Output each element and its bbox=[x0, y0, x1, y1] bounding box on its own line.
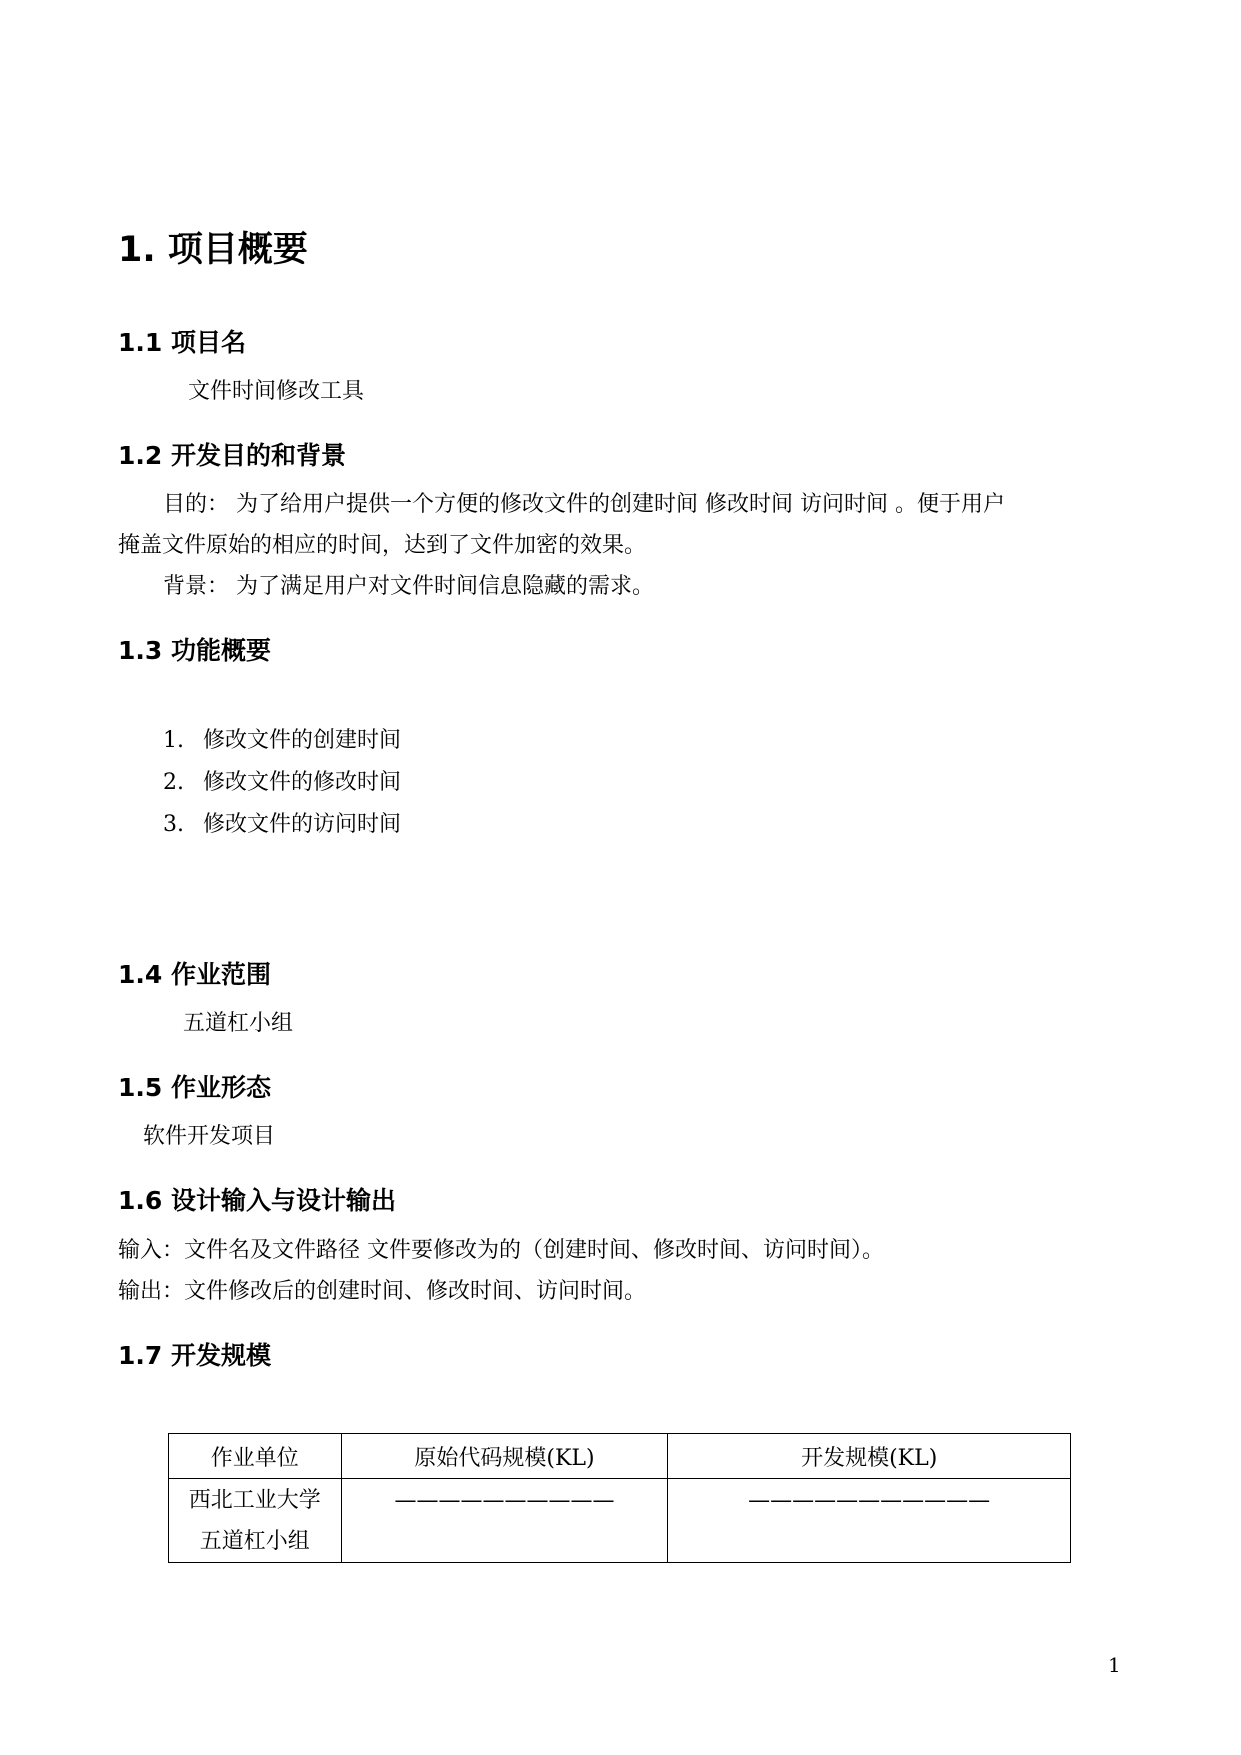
purpose-line-2: 掩盖文件原始的相应的时间，达到了文件加密的效果。 bbox=[118, 533, 647, 558]
section-1-4-heading: 1.4 作业范围 bbox=[118, 960, 271, 989]
page-number: 1 bbox=[1108, 1653, 1121, 1677]
section-1-5-heading: 1.5 作业形态 bbox=[118, 1073, 271, 1102]
development-scale-table bbox=[168, 1433, 1071, 1563]
work-scope: 五道杠小组 bbox=[183, 1011, 294, 1036]
list-item-text: 修改文件的修改时间 bbox=[203, 770, 402, 795]
table-cell-original-scale: —————————— bbox=[341, 1479, 668, 1563]
purpose-line-1: 目的： 为了给用户提供一个方便的修改文件的创建时间 修改时间 访问时间 。便于用户 bbox=[163, 492, 1005, 517]
section-1-7-heading: 1.7 开发规模 bbox=[118, 1341, 271, 1370]
table-header-cell: 作业单位 bbox=[169, 1434, 342, 1479]
table-header-cell: 原始代码规模(KL) bbox=[341, 1434, 668, 1479]
list-item-number: 1. bbox=[163, 728, 184, 753]
list-item-number: 3. bbox=[163, 812, 184, 837]
design-input: 输入：文件名及文件路径 文件要修改为的（创建时间、修改时间、访问时间）。 bbox=[118, 1238, 884, 1263]
list-item bbox=[163, 723, 401, 754]
table-header-cell: 开发规模(KL) bbox=[668, 1434, 1071, 1479]
table-row bbox=[169, 1479, 1071, 1563]
list-item-text: 修改文件的访问时间 bbox=[203, 812, 402, 837]
list-item-text: 修改文件的创建时间 bbox=[203, 728, 402, 753]
table-cell-dev-scale: ——————————— bbox=[668, 1479, 1071, 1563]
design-output: 输出：文件修改后的创建时间、修改时间、访问时间。 bbox=[118, 1279, 647, 1304]
unit-line-1: 西北工业大学 bbox=[188, 1488, 321, 1513]
list-item-number: 2. bbox=[163, 770, 184, 795]
project-name: 文件时间修改工具 bbox=[188, 379, 365, 404]
section-1-2-heading: 1.2 开发目的和背景 bbox=[118, 441, 346, 470]
list-item bbox=[163, 765, 401, 796]
unit-line-2: 五道杠小组 bbox=[199, 1529, 310, 1554]
table-cell-unit bbox=[169, 1479, 342, 1563]
work-form: 软件开发项目 bbox=[143, 1124, 276, 1149]
section-1-1-heading: 1.1 项目名 bbox=[118, 328, 246, 357]
section-1-3-heading: 1.3 功能概要 bbox=[118, 636, 271, 665]
table-header-row bbox=[169, 1434, 1071, 1479]
background-text: 背景： 为了满足用户对文件时间信息隐藏的需求。 bbox=[163, 574, 654, 599]
section-1-6-heading: 1.6 设计输入与设计输出 bbox=[118, 1186, 396, 1215]
list-item bbox=[163, 807, 401, 838]
page-title: 1. 项目概要 bbox=[118, 230, 308, 270]
